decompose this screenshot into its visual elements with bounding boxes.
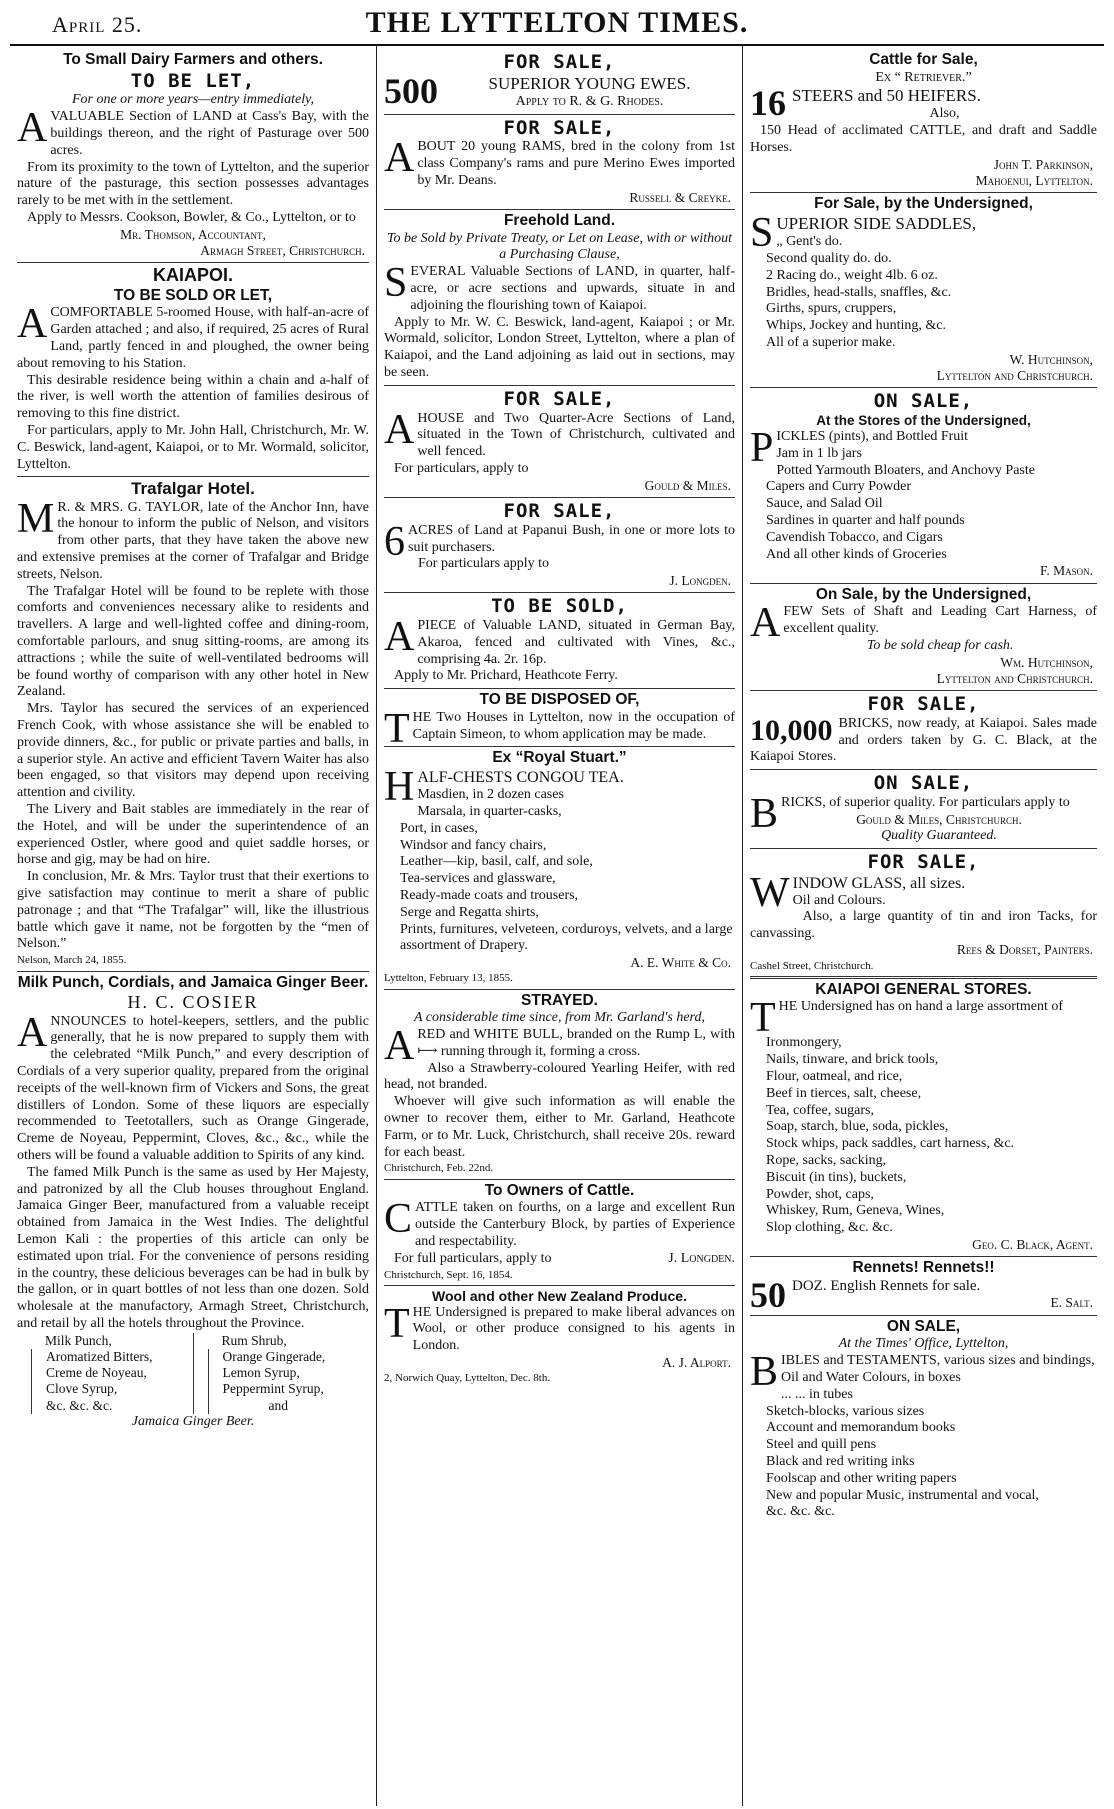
drop-cap: A bbox=[17, 1009, 48, 1056]
ad-lead: HALF-CHESTS CONGOU TEA. bbox=[384, 764, 624, 811]
ad-kaiapoi-bricks bbox=[750, 691, 1097, 770]
list-item: Masdien, in 2 dozen cases bbox=[417, 787, 564, 803]
ad-signature: A. E. White & Co. bbox=[630, 955, 731, 971]
list-item: 2 Racing do., weight 4lb. 6 oz. bbox=[766, 267, 938, 283]
ad-body: Apply to Mr. W. C. Beswick, land-agent, Kaiapoi ; or Mr. Wormald, solicitor, London Street, Lyttelton, where a plan of Kaiapoi, and the Land adjoining as laid out in sections, may be seen. bbox=[384, 314, 735, 380]
ad-body: BRICKS, of superior quality. For particulars apply to bbox=[750, 790, 1070, 837]
ad-subtitle: A considerable time since, from Mr. Garland's herd, bbox=[413, 1010, 705, 1026]
ad-milk-punch bbox=[17, 972, 369, 1434]
ad-body: APIECE of Valuable LAND, situated in German Bay, Akaroa, fenced and cultivated with Vines, &c., comprising 4a. 2r. 16p. bbox=[384, 614, 735, 667]
goods-list bbox=[384, 787, 735, 955]
ad-heading: For Sale, by the Undersigned, bbox=[814, 195, 1033, 213]
ad-signature: Wm. Hutchinson, bbox=[1000, 654, 1093, 670]
ad-body: For particulars apply to bbox=[418, 556, 550, 572]
ad-rennets bbox=[750, 1257, 1097, 1316]
ad-lead: WINDOW GLASS, all sizes. bbox=[750, 869, 966, 916]
big-number: 500 bbox=[384, 73, 438, 111]
ad-subtitle: For one or more years—entry immediately, bbox=[71, 92, 315, 108]
ad-kaiapoi-general-stores bbox=[750, 979, 1097, 1257]
list-item: All of a superior make. bbox=[766, 334, 896, 350]
drop-cap: 6 bbox=[384, 518, 405, 565]
drop-cap: A bbox=[384, 135, 415, 182]
ad-signature: Mr. Thomson, Accountant, bbox=[120, 226, 266, 242]
list-item: Jam in 1 lb jars bbox=[776, 445, 862, 461]
list-item: Black and red writing inks bbox=[766, 1453, 915, 1469]
drop-cap: A bbox=[384, 406, 415, 453]
ad-signature: Geo. C. Black, Agent. bbox=[972, 1236, 1093, 1252]
drop-cap: A bbox=[384, 1023, 415, 1070]
ad-lead: SUPERIOR SIDE SADDLES, bbox=[750, 209, 977, 256]
product-item: Lemon Syrup, bbox=[208, 1365, 370, 1381]
drop-cap: A bbox=[17, 105, 48, 152]
drop-cap: H bbox=[384, 764, 415, 811]
ad-heading: KAIAPOI GENERAL STORES. bbox=[815, 980, 1032, 998]
list-item: Biscuit (in tins), buckets, bbox=[766, 1169, 907, 1185]
ad-signature: F. Mason. bbox=[1039, 563, 1093, 579]
list-item: Sardines in quarter and half pounds bbox=[766, 513, 965, 529]
product-item: and bbox=[208, 1398, 370, 1414]
ad-lead: PICKLES (pints), and Bottled Fruit bbox=[750, 425, 969, 472]
ad-body: AVALUABLE Section of LAND at Cass's Bay, with the buildings thereon, and the right of Pasturage over 500 acres. bbox=[17, 105, 369, 158]
drop-cap: P bbox=[750, 425, 774, 472]
ad-title: FOR SALE, bbox=[867, 850, 980, 873]
list-item: Rope, sacks, sacking, bbox=[766, 1153, 887, 1168]
ad-signature: E. Salt. bbox=[1050, 1294, 1093, 1310]
drop-cap: A bbox=[17, 301, 48, 348]
ad-cattle-for-sale bbox=[750, 49, 1097, 193]
ad-subtitle: Quality Guaranteed. bbox=[881, 827, 997, 843]
ad-heading: To Owners of Cattle. bbox=[484, 1181, 635, 1199]
ad-heading: Wool and other New Zealand Produce. bbox=[432, 1287, 687, 1304]
list-item: Leather—kip, basil, calf, and sole, bbox=[400, 854, 593, 870]
ad-body: 6 ACRES of Land at Papanui Bush, in one or more lots to suit purchasers. bbox=[384, 518, 735, 565]
ad-body: Apply to Messrs. Cookson, Bowler, & Co., Lyttelton, or to bbox=[27, 209, 356, 225]
ad-heading: KAIAPOI. bbox=[152, 265, 233, 286]
ad-heading: STRAYED. bbox=[521, 991, 598, 1009]
ad-house-christchurch bbox=[384, 386, 735, 498]
ad-two-houses bbox=[384, 689, 735, 752]
list-item: Port, in cases, bbox=[400, 820, 478, 836]
ad-body: M R. & MRS. G. TAYLOR, late of the Anchor Inn, have the honour to inform the public of Nelson, and visitors from other parts, that they have taken the above new and extensive premises at the corner of Trafalgar and Bridge streets, Nelson. bbox=[17, 495, 369, 582]
list-item: Tea, coffee, sugars, bbox=[766, 1102, 874, 1118]
ad-body: ANNOUNCES to hotel-keepers, settlers, and the public generally, that he is now prepared to supply them with the celebrated “Milk Punch,” and every description of Cordials of a very superior quality, prepared from the original receipts of the well-known firm of Vickers and Sons, the great distillers of London. Some of these liquors are especially recommended to Teetotallers, such as Orange Gingerade, Creme de Noyeau, Peppermint, Cloves, &c., &c., while the others will be found a valuable addition to Spirits of any kind. bbox=[17, 1009, 369, 1164]
ad-subtitle: To be sold cheap for cash. bbox=[866, 637, 1014, 653]
list-item: Tea-services and glassware, bbox=[400, 871, 556, 887]
ad-title: FOR SALE, bbox=[503, 116, 616, 139]
ad-body bbox=[750, 86, 1097, 123]
ad-subtitle: At the Times' Office, Lyttelton, bbox=[838, 1336, 1009, 1352]
ad-kaiapoi-house bbox=[17, 263, 369, 477]
ad-pickles bbox=[750, 388, 1097, 584]
newspaper-title: THE LYTTELTON TIMES. bbox=[365, 6, 749, 39]
drop-cap: T bbox=[384, 1300, 410, 1347]
ad-body bbox=[384, 74, 735, 111]
ad-superior-bricks bbox=[750, 770, 1097, 849]
drop-cap: B bbox=[750, 790, 779, 837]
product-item: Clove Syrup, bbox=[31, 1381, 193, 1397]
ad-heading: Cattle for Sale, bbox=[869, 51, 978, 68]
drop-cap: M bbox=[17, 495, 55, 542]
ad-lead: BIBLES and TESTAMENTS, various sizes and bindings, bbox=[750, 1349, 1095, 1396]
list-item: Cavendish Tobacco, and Cigars bbox=[766, 529, 943, 545]
ad-body: AHOUSE and Two Quarter-Acre Sections of Land, situated in the Town of Christchurch, cultivated and well fenced. bbox=[384, 406, 735, 460]
ad-title: TO BE SOLD OR LET, bbox=[113, 286, 273, 304]
ad-body: THE Undersigned is prepared to make liberal advances on Wool, or other produce consigned to his agents in London. bbox=[384, 1300, 735, 1354]
ad-strayed-bull bbox=[384, 990, 735, 1180]
list-item: Account and memorandum books bbox=[766, 1420, 956, 1436]
ad-signature: W. Hutchinson, bbox=[1009, 351, 1093, 367]
product-footer: Jamaica Ginger Beer. bbox=[131, 1413, 255, 1429]
ad-royal-stuart bbox=[384, 747, 735, 989]
product-item: Aromatized Bitters, bbox=[31, 1349, 193, 1365]
ad-heading: Ex “Royal Stuart.” bbox=[492, 749, 627, 767]
ad-line: Apply to R. & G. Rhodes. bbox=[515, 93, 664, 109]
ad-heading: Freehold Land. bbox=[503, 211, 616, 229]
ad-body: From its proximity to the town of Lyttelton, and the superior nature of the pasturage, this section possesses advantages rarely to be met with in the settlement. bbox=[17, 159, 369, 209]
ad-body: Apply to Mr. Prichard, Heathcote Ferry. bbox=[394, 668, 618, 684]
ad-heading: To Small Dairy Farmers and others. bbox=[63, 51, 323, 68]
ad-lead: THE Undersigned has on hand a large assortment of bbox=[750, 995, 1063, 1042]
ad-title: FOR SALE, bbox=[503, 499, 616, 522]
list-item: Capers and Curry Powder bbox=[766, 479, 912, 495]
list-item: Windsor and fancy chairs, bbox=[400, 837, 547, 853]
list-item: Flour, oatmeal, and rice, bbox=[766, 1069, 903, 1085]
ad-body: The famed Milk Punch is the same as used by Her Majesty, and patronized by all the Club houses throughout England. Jamaica Ginger Beer, manufactured from a valuable receipt obtained from Jamaica in the West Indies. The delightful Lemon Kali : the properties of this article can only be estimated upon trial. For the convenience of persons residing in the country, these delicious beverages can be had in bulk by the gallon, or in quart bottles of not less than one dozen. Sold wholesale at the manufactory, Armagh Street, Christchurch, and retail by all the hotels throughout the Province. bbox=[17, 1164, 369, 1332]
drop-cap: C bbox=[384, 1196, 413, 1243]
ad-title: ON SALE, bbox=[873, 390, 974, 413]
ad-body: The Trafalgar Hotel will be found to be replete with those comforts and conveniences necessary alike to residents and travellers. A large and well-lighted coffee and dining-room, comfortable parlours, and snug sitting-rooms, are among its attractions ; while the suite of well-ventilated bedrooms will be found worthy of comparison with any other hotel in New Zealand. bbox=[17, 583, 369, 700]
ad-signature: Gould & Miles, Christchurch. bbox=[856, 811, 1022, 827]
drop-cap: S bbox=[384, 260, 408, 307]
ad-body: ABOUT 20 young RAMS, bred in the colony from 1st class Company's rams and pure Merino Ewes imported by Mr. Deans. bbox=[384, 135, 735, 188]
ad-date: Nelson, March 24, 1855. bbox=[17, 954, 127, 967]
drop-cap: S bbox=[750, 209, 774, 256]
ad-date: Lyttelton, February 13, 1855. bbox=[384, 972, 513, 985]
list-item: New and popular Music, instrumental and vocal, bbox=[766, 1487, 1039, 1503]
big-number: 10,000 bbox=[750, 713, 833, 747]
list-item: Sketch-blocks, various sizes bbox=[766, 1403, 925, 1419]
ad-subtitle: To be Sold by Private Treaty, or Let on Lease, with or without a Purchasing Clause, bbox=[386, 230, 733, 263]
ad-papanui-acres bbox=[384, 498, 735, 593]
ad-title: TO BE DISPOSED OF, bbox=[479, 691, 640, 709]
drop-cap: A bbox=[384, 614, 415, 661]
list-item: Whips, Jockey and hunting, &c. bbox=[766, 318, 947, 334]
ad-body: For particulars, apply to Mr. John Hall, Christchurch, Mr. W. C. Beswick, land-agent, Kaiapoi, or to Mr. Wormald, solicitor, Lyttelton. bbox=[17, 422, 369, 472]
columns bbox=[10, 46, 1104, 1806]
ad-body: ACOMFORTABLE 5-roomed House, with half-an-acre of Garden attached ; and also, if required, 25 acres of Rural Land, partly fenced in and ploughed, the owner being about removing to his Station. bbox=[17, 301, 369, 371]
ad-body: Whoever will give such information as will enable the owner to recover them, either to Mr. Garland, Heathcote Farm, or to Mr. Luck, Christchurch, shall receive 20s. reward for each beast. bbox=[384, 1094, 735, 1160]
ad-signature: Gould & Miles. bbox=[644, 477, 731, 493]
list-item: Marsala, in quarter-casks, bbox=[417, 804, 562, 820]
list-item: Serge and Regatta shirts, bbox=[400, 904, 539, 920]
ad-body: The Livery and Bait stables are immediately in the rear of the Hotel, and will be under the superintendence of an experienced Ostler, where good and quiet saddle horses, or horse and gig, may be had on hire. bbox=[17, 802, 369, 868]
drop-cap: W bbox=[750, 869, 790, 916]
list-item: &c. &c. &c. bbox=[766, 1504, 835, 1520]
list-item: ... ... in tubes bbox=[781, 1386, 853, 1402]
ad-address: Lyttelton and Christchurch. bbox=[936, 367, 1093, 383]
list-item: Girths, spurs, cruppers, bbox=[766, 301, 897, 317]
ad-signature: A. J. Alport. bbox=[662, 1355, 731, 1371]
ad-wool-produce bbox=[384, 1286, 735, 1389]
product-item: Rum Shrub, bbox=[221, 1332, 287, 1348]
ad-akaroa-land bbox=[384, 593, 735, 689]
ad-body bbox=[750, 1278, 1097, 1312]
ad-signature: Rees & Dorset, Painters. bbox=[956, 942, 1093, 958]
ad-address: Armagh Street, Christchurch. bbox=[200, 242, 365, 258]
ad-date: Christchurch, Feb. 22nd. bbox=[384, 1162, 494, 1175]
ad-signature: J. Longden. bbox=[668, 1250, 735, 1266]
list-item: Bridles, head-stalls, snaffles, &c. bbox=[766, 284, 952, 300]
product-list-left bbox=[17, 1333, 193, 1414]
ad-cart-harness bbox=[750, 584, 1097, 691]
drop-cap: B bbox=[750, 1349, 779, 1396]
ad-signature: John T. Parkinson, bbox=[993, 156, 1093, 172]
goods-list bbox=[750, 1370, 1097, 1521]
list-item: Prints, furnitures, velveteen, corduroys, velvets, and a large assortment of Drapery. bbox=[400, 921, 733, 954]
ad-body: THE Two Houses in Lyttelton, now in the occupation of Captain Simeon, to whom application may be made. bbox=[384, 705, 735, 752]
ad-line: Also, bbox=[929, 106, 960, 122]
column-right bbox=[742, 46, 1104, 1806]
drop-cap: T bbox=[750, 995, 776, 1042]
column-middle bbox=[376, 46, 742, 1806]
ad-bibles bbox=[750, 1316, 1097, 1524]
ad-signature: J. Longden. bbox=[669, 573, 731, 589]
ad-title: FOR SALE, bbox=[503, 387, 616, 410]
goods-list bbox=[750, 1035, 1097, 1237]
ad-title: TO BE SOLD, bbox=[491, 595, 628, 618]
masthead bbox=[10, 0, 1104, 46]
product-item: Peppermint Syrup, bbox=[208, 1381, 370, 1397]
ad-heading: Rennets! Rennets!! bbox=[852, 1259, 995, 1277]
ad-body: SEVERAL Valuable Sections of LAND, in quarter, half-acre, or acre sections and upwards, situate in and adjoining the flourishing town of Kaiapoi. bbox=[384, 260, 735, 313]
ad-body: Also, a large quantity of tin and iron Tacks, for canvassing. bbox=[750, 908, 1097, 941]
list-item: Nails, tinware, and brick tools, bbox=[766, 1052, 939, 1068]
list-item: Beef in tierces, salt, cheese, bbox=[766, 1085, 922, 1101]
advertiser-name: H. C. COSIER bbox=[127, 992, 259, 1013]
ad-young-rams bbox=[384, 115, 735, 210]
goods-list bbox=[750, 446, 1097, 564]
ad-date: Christchurch, Sept. 16, 1854. bbox=[384, 1268, 513, 1281]
list-item: Ready-made coats and trousers, bbox=[400, 888, 579, 904]
ad-young-ewes bbox=[384, 49, 735, 115]
product-item: Creme de Noyeau, bbox=[31, 1365, 193, 1381]
list-item: Oil and Water Colours, in boxes bbox=[781, 1369, 961, 1385]
product-list-right bbox=[193, 1333, 370, 1414]
list-item: „ Gent's do. bbox=[776, 234, 843, 250]
ad-body: 150 Head of acclimated CATTLE, and draft and Saddle Horses. bbox=[750, 123, 1097, 155]
list-item: Foolscap and other writing papers bbox=[766, 1470, 957, 1486]
ad-body: Mrs. Taylor has secured the services of an experienced French Cook, with whose assistance she will be enabled to provide dinners, &c., for public or private parties and balls, in a superior style. An active and efficient Tavern Waiter has also been engaged, so that visitors may depend upon receiving attention and civility. bbox=[17, 701, 369, 801]
ad-address: Mahoenui, Lyttelton. bbox=[975, 172, 1093, 188]
ad-side-saddles bbox=[750, 193, 1097, 388]
ad-body: AFEW Sets of Shaft and Leading Cart Harness, of excellent quality. bbox=[750, 600, 1097, 647]
ad-trafalgar-hotel bbox=[17, 477, 369, 971]
ad-body: Also a Strawberry-coloured Yearling Heifer, with red head, not branded. bbox=[384, 1060, 735, 1093]
ad-heading: Milk Punch, Cordials, and Jamaica Ginger Beer. bbox=[17, 973, 369, 991]
ad-body: In conclusion, Mr. & Mrs. Taylor trust that their exertions to give satisfaction may continue to merit a share of public patronage ; and that “The Trafalgar” will, like the illustrious battle which gave it name, not be forgotten by the “men of Nelson.” bbox=[17, 869, 369, 952]
list-item: Sauce, and Salad Oil bbox=[766, 496, 883, 512]
ad-owners-of-cattle bbox=[384, 1180, 735, 1286]
goods-list bbox=[750, 234, 1097, 352]
list-item: Slop clothing, &c. &c. bbox=[766, 1220, 893, 1236]
big-number: 16 bbox=[750, 86, 786, 124]
ad-title: TO BE LET, bbox=[130, 69, 256, 92]
ad-line: DOZ. English Rennets for sale. bbox=[792, 1277, 981, 1294]
product-item: Milk Punch, bbox=[45, 1332, 112, 1348]
product-item: Orange Gingerade, bbox=[208, 1349, 370, 1365]
ad-title: FOR SALE, bbox=[503, 51, 616, 73]
ad-title: ON SALE, bbox=[873, 772, 974, 795]
ad-body: For full particulars, apply to J. Longden. bbox=[394, 1250, 735, 1266]
list-item: Steel and quill pens bbox=[766, 1437, 877, 1453]
ad-body: ARED and WHITE BULL, branded on the Rump L, with ⟼ running through it, forming a cross. bbox=[384, 1023, 735, 1070]
ad-title: FOR SALE, bbox=[867, 693, 980, 715]
ad-line: STEERS and 50 HEIFERS. bbox=[792, 86, 981, 106]
ad-subtitle: Ex “ Retriever.” bbox=[875, 69, 972, 85]
column-left bbox=[10, 46, 376, 1806]
list-item: Second quality do. do. bbox=[766, 250, 892, 266]
list-item: Whiskey, Rum, Geneva, Wines, bbox=[766, 1203, 945, 1219]
ad-window-glass bbox=[750, 849, 1097, 979]
drop-cap: T bbox=[384, 705, 410, 752]
ad-heading: On Sale, by the Undersigned, bbox=[815, 585, 1032, 603]
big-number: 50 bbox=[750, 1277, 786, 1312]
list-item: And all other kinds of Groceries bbox=[766, 546, 947, 562]
product-item: &c. &c. &c. bbox=[31, 1398, 193, 1414]
ad-freehold-land bbox=[384, 210, 735, 386]
ad-signature: Russell & Creyke. bbox=[629, 189, 731, 205]
ad-date: 2, Norwich Quay, Lyttelton, Dec. 8th. bbox=[384, 1372, 551, 1385]
ad-body: CATTLE taken on fourths, on a large and excellent Run outside the Canterbury Block, by parties of Experience and respectability. bbox=[384, 1196, 735, 1249]
ad-dairy-farmers bbox=[17, 49, 369, 263]
issue-date: April 25. bbox=[52, 12, 143, 37]
ad-line: SUPERIOR YOUNG EWES. bbox=[488, 73, 691, 93]
list-item: Stock whips, pack saddles, cart harness, &c. bbox=[766, 1136, 1015, 1152]
ad-title: ON SALE, bbox=[886, 1317, 961, 1335]
ad-body: This desirable residence being within a chain and a-half of the river, is well worth the attention of families desirous of removing to this fine district. bbox=[17, 372, 369, 422]
list-item: Ironmongery, bbox=[766, 1035, 842, 1051]
ad-address: Lyttelton and Christchurch. bbox=[936, 670, 1093, 686]
ad-address: Cashel Street, Christchurch. bbox=[750, 959, 874, 972]
drop-cap: A bbox=[750, 600, 781, 647]
ad-subtitle: At the Stores of the Undersigned, bbox=[816, 412, 1031, 428]
ad-line: Oil and Colours. bbox=[792, 892, 886, 908]
ad-body: 10,000 BRICKS, now ready, at Kaiapoi. Sales made and orders taken by G. C. Black, at the Kaiapoi Stores. bbox=[750, 713, 1097, 765]
list-item: Powder, shot, caps, bbox=[766, 1186, 874, 1202]
ad-heading: Trafalgar Hotel. bbox=[131, 479, 255, 499]
list-item: Soap, starch, blue, soda, pickles, bbox=[766, 1119, 949, 1135]
product-list bbox=[17, 1333, 369, 1414]
ad-body: For particulars, apply to bbox=[394, 460, 529, 476]
list-item: Potted Yarmouth Bloaters, and Anchovy Paste bbox=[776, 462, 1035, 478]
